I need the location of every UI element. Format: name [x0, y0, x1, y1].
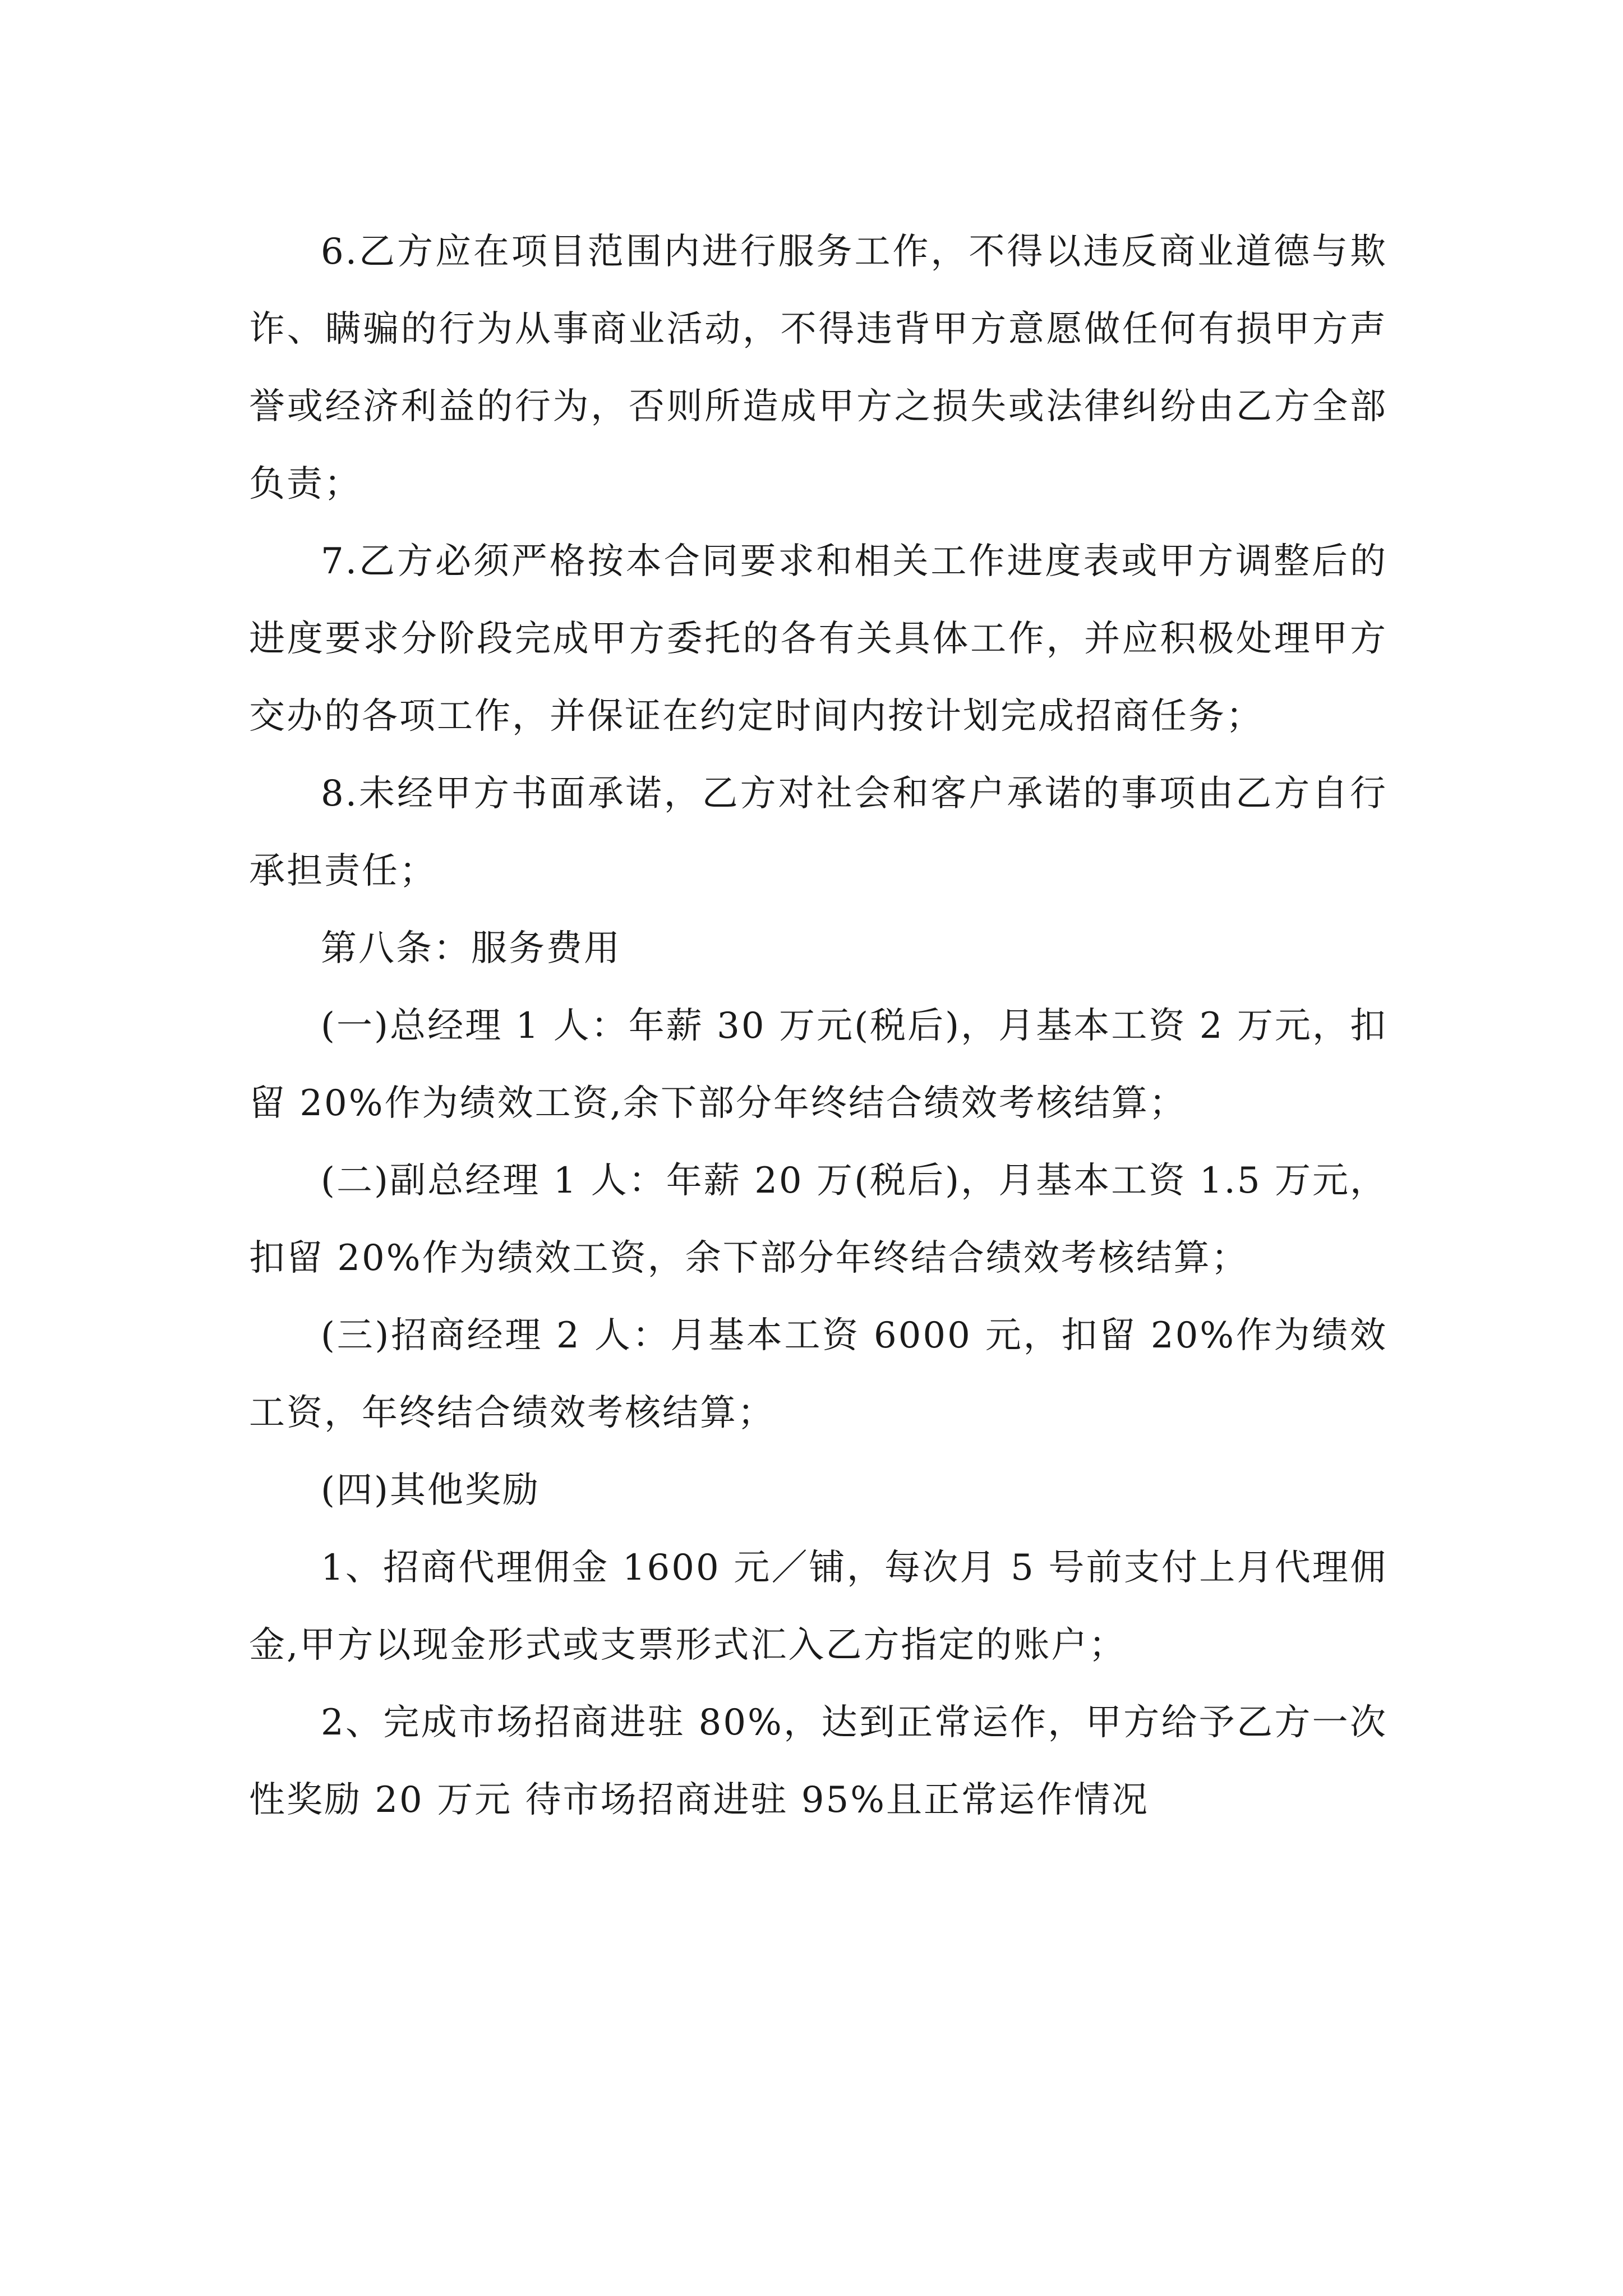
- occupancy-bonus-paragraph: 2、完成市场招商进驻 80%，达到正常运作，甲方给予乙方一次性奖励 20 万元 待市场招商进驻 95%且正常运作情况: [249, 1702, 1387, 1821]
- deputy-manager-fee-paragraph: (二)副总经理 1 人：年薪 20 万(税后)，月基本工资 1.5 万元，扣留 20%作为绩效工资，余下部分年终结合绩效考核结算；: [249, 1160, 1387, 1279]
- leasing-manager-fee-paragraph: (三)招商经理 2 人：月基本工资 6000 元，扣留 20%作为绩效工资，年终结合绩效考核结算；: [249, 1315, 1387, 1434]
- article-8-heading: 第八条：服务费用: [321, 928, 621, 969]
- general-manager-fee-paragraph: (一)总经理 1 人：年薪 30 万元(税后)，月基本工资 2 万元，扣留 20%作为绩效工资,余下部分年终结合绩效考核结算；: [249, 1005, 1387, 1124]
- clause-8-paragraph: 8.未经甲方书面承诺，乙方对社会和客户承诺的事项由乙方自行承担责任；: [249, 773, 1387, 892]
- document-page: [249, 213, 1387, 1839]
- clause-6-paragraph: 6.乙方应在项目范围内进行服务工作，不得以违反商业道德与欺诈、瞒骗的行为从事商业活动，不得违背甲方意愿做任何有损甲方声誉或经济利益的行为，否则所造成甲方之损失或法律纠纷由乙方全部负责；: [249, 231, 1387, 505]
- clause-7-paragraph: 7.乙方必须严格按本合同要求和相关工作进度表或甲方调整后的进度要求分阶段完成甲方委托的各有关具体工作，并应积极处理甲方交办的各项工作，并保证在约定时间内按计划完成招商任务；: [249, 541, 1387, 737]
- other-rewards-heading: (四)其他奖励: [321, 1470, 540, 1511]
- commission-paragraph: 1、招商代理佣金 1600 元／铺，每次月 5 号前支付上月代理佣金,甲方以现金形式或支票形式汇入乙方指定的账户；: [249, 1547, 1387, 1666]
